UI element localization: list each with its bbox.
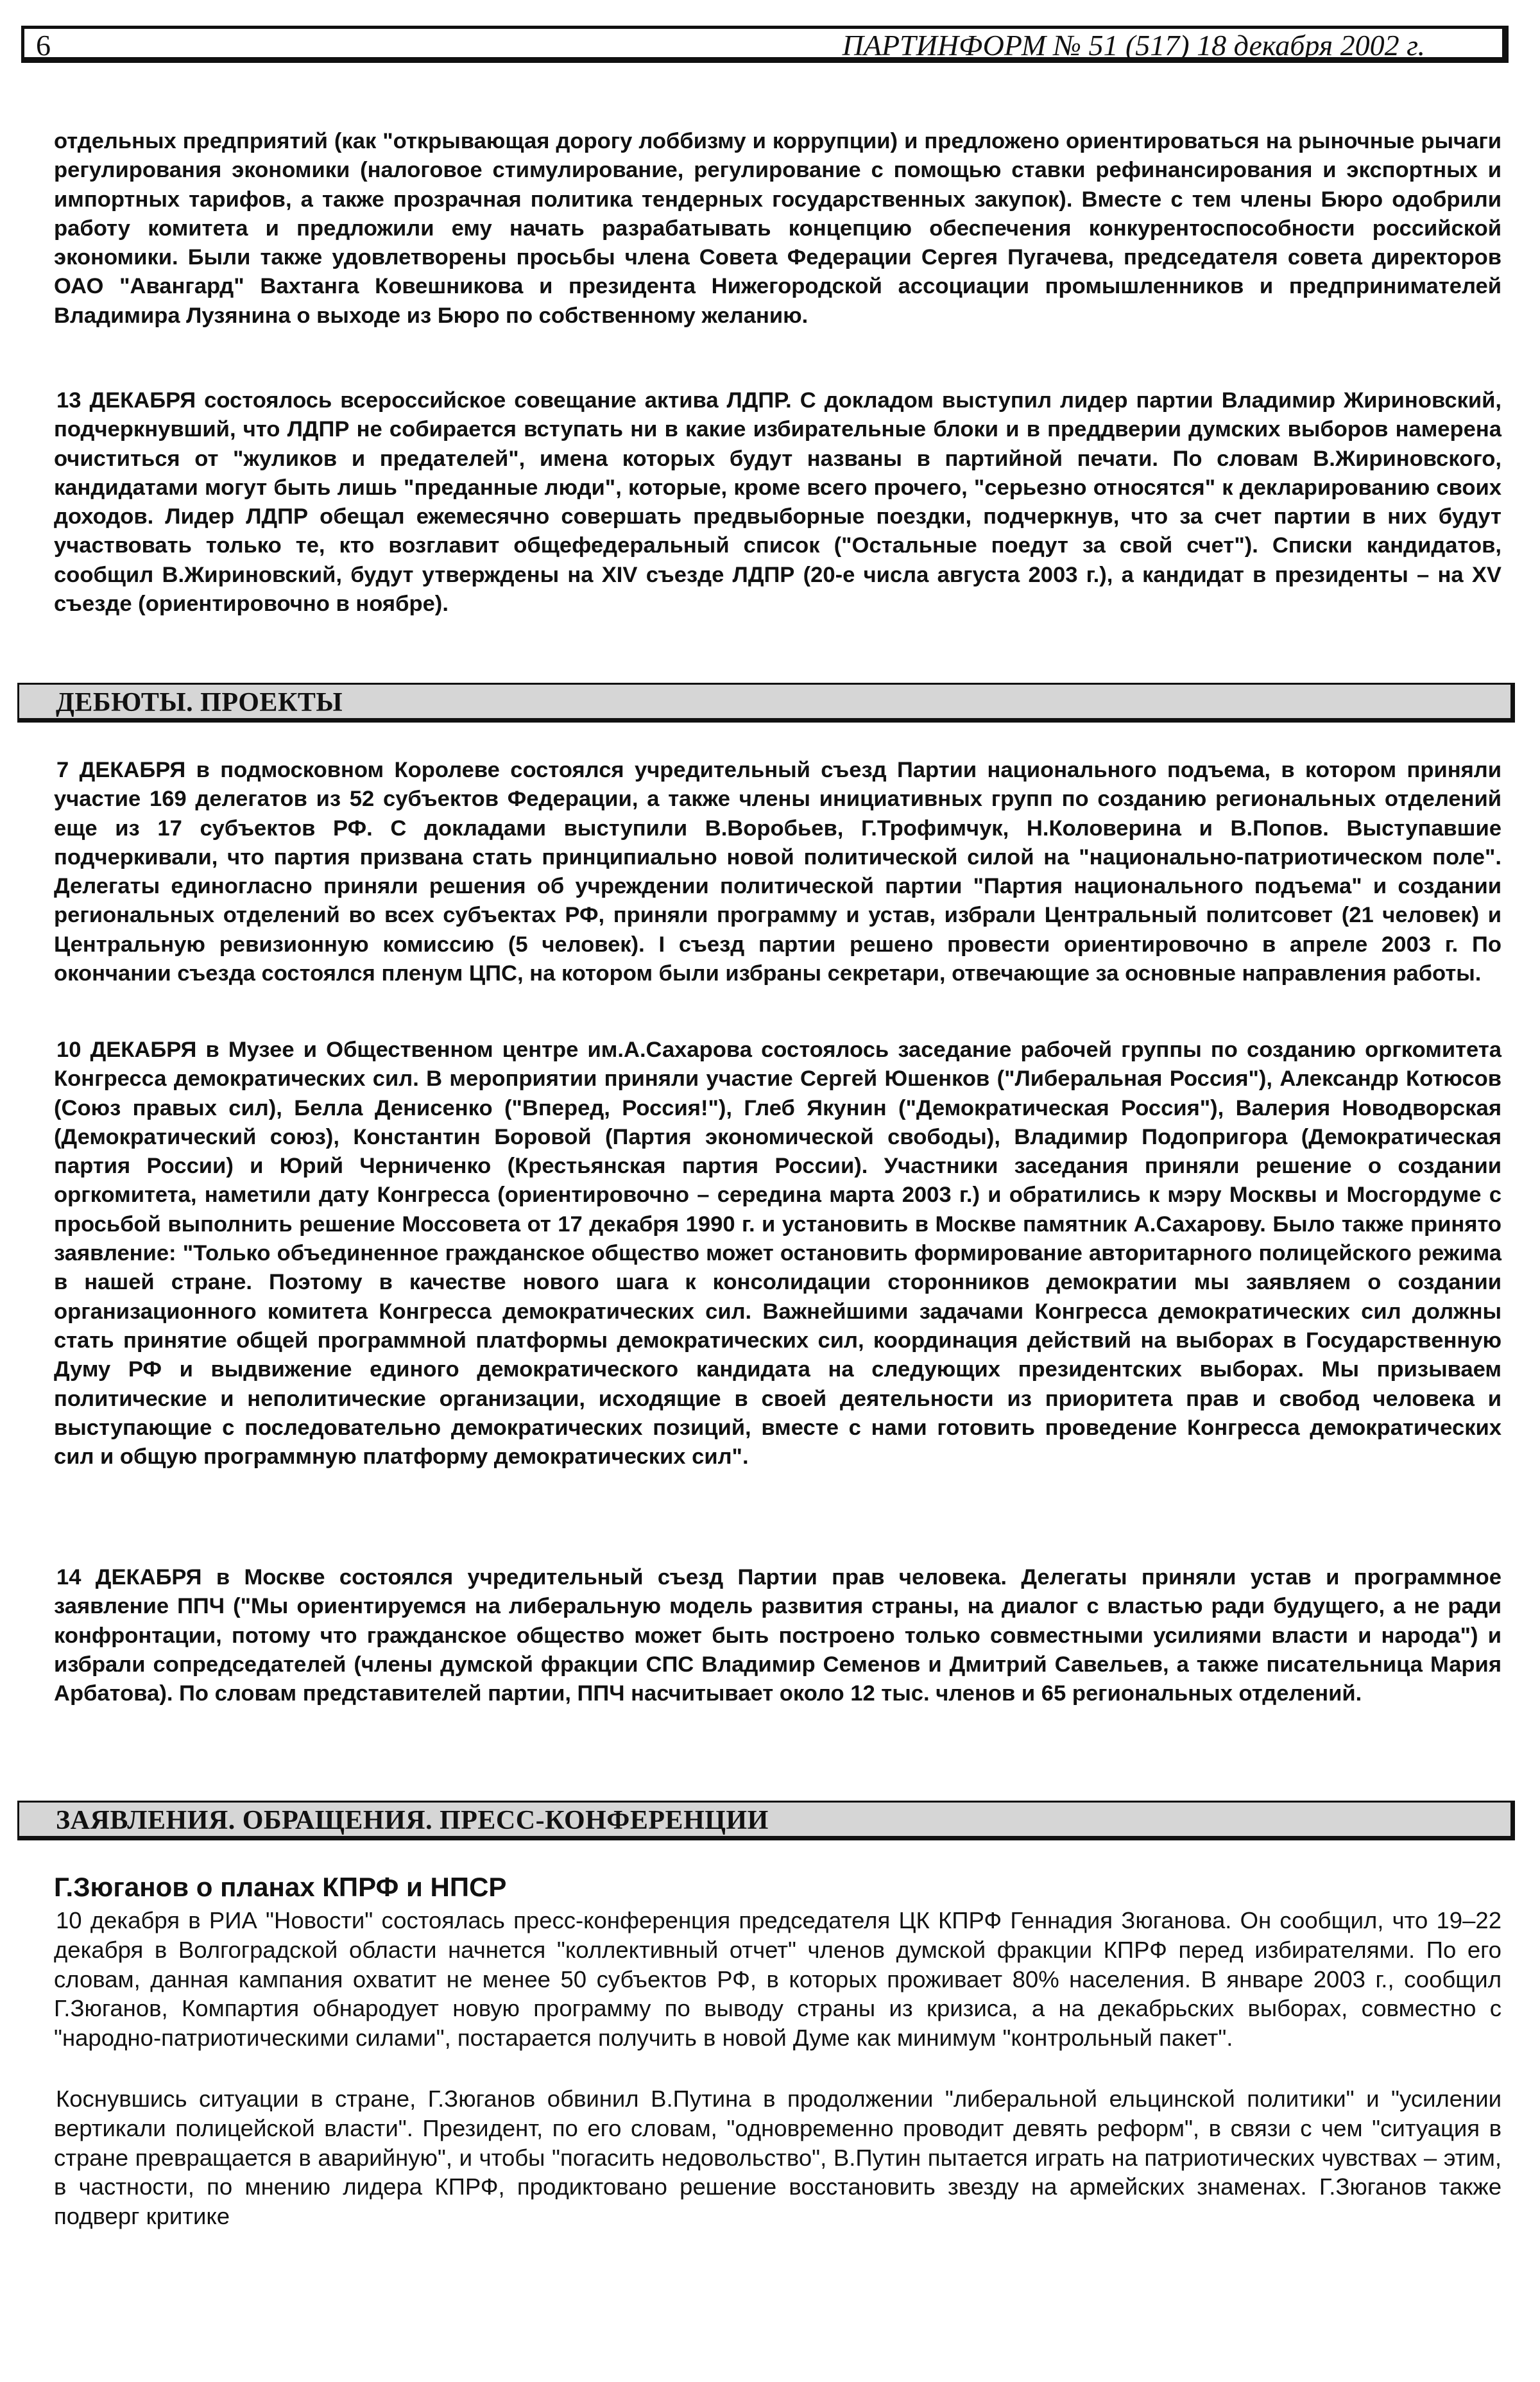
publication-title: ПАРТИНФОРМ № 51 (517) 18 декабря 2002 г.	[842, 29, 1425, 62]
section-header-debuts	[17, 683, 1515, 723]
page-number: 6	[36, 29, 51, 62]
section-title: ЗАЯВЛЕНИЯ. ОБРАЩЕНИЯ. ПРЕСС-КОНФЕРЕНЦИИ	[56, 1806, 769, 1835]
section-header-statements	[17, 1801, 1515, 1840]
paragraph-zyuganov-situation: Коснувшись ситуации в стране, Г.Зюганов обвинил В.Путина в продолжении "либеральной ельцинской политики" и "усилении вертикали полицейской власти". Президент, по его словам, "одновременно проводит девять реформ", в связи с чем "ситуация в стране превращается в аварийную", и чтобы "погасить недовольство", В.Путин пытается играть на патриотических чувствах – этим, в частности, по мнению лидера КПРФ, продиктовано решение восстановить звезду на армейских знаменах. Г.Зюганов также подверг критике	[54, 2086, 1502, 2230]
paragraph-democratic-forces-congress: 10 ДЕКАБРЯ в Музее и Общественном центре им.А.Сахарова состоялось заседание рабочей группы по созданию оргкомитета Конгресса демократических сил. В мероприятии приняли участие Сергей Юшенков ("Либеральная Россия"), Александр Котюсов (Союз правых сил), Белла Денисенко ("Вперед, Россия!"), Глеб Якунин ("Демократическая Россия"), Валерия Новодворская (Демократический союз), Константин Боровой (Партия экономической свободы), Владимир Подопригора (Демократическая партия России) и Юрий Черниченко (Крестьянская партия России). Участники заседания приняли решение о создании оргкомитета, наметили дату Конгресса (ориентировочно – середина марта 2003 г.) и обратились к мэру Москвы и Мосгордуме с просьбой выполнить решение Моссовета от 17 декабря 1990 г. и установить в Москве памятник А.Сахарову. Было также принято заявление: "Только объединенное гражданское общество может остановить формирование авторитарного полицейского режима в нашей стране. Поэтому в качестве нового шага к консолидации сторонников демократии мы заявляем о создании организационного комитета Конгресса демократических сил. Важнейшими задачами Конгресса демократических сил должны стать принятие общей программной платформы демократических сил, координация действий на выборах в Государственную Думу РФ и выдвижение единого демократического кандидата на следующих президентских выборах. Мы призываем политические и неполитические организации, исходящие в своей деятельности из приоритета прав и свобод человека и выступающие с последовательно демократических позиций, вместе с нами готовить проведение Конгресса демократических сил и общую программную платформу демократических сил".	[54, 1038, 1502, 1469]
article-title: Г.Зюганов о планах КПРФ и НПСР	[54, 1872, 507, 1902]
paragraph-human-rights-party: 14 ДЕКАБРЯ в Москве состоялся учредительный съезд Партии прав человека. Делегаты приняли устав и программное заявление ППЧ ("Мы ориентируемся на либеральную модель развития страны, на диалог с властью ради будущего, а не ради конфронтации, потому что гражданское общество может быть построено только совместными усилиями власти и народа") и избрали сопредседателей (члены думской фракции СПС Владимир Семенов и Дмитрий Савельев, а также писательница Мария Арбатова). По словам представителей партии, ППЧ насчитывает около 12 тыс. членов и 65 региональных отделений.	[54, 1565, 1502, 1706]
paragraph-zyuganov-press: 10 декабря в РИА "Новости" состоялась пресс-конференция председателя ЦК КПРФ Геннадия Зюганова. Он сообщил, что 19–22 декабря в Волгоградской области начнется "коллективный отчет" членов думской фракции КПРФ перед избирателями. По его словам, данная кампания охватит не менее 50 субъектов РФ, в которых проживает 80% населения. В январе 2003 г., сообщил Г.Зюганов, Компартия обнародует новую программу по выводу страны из кризиса, а на декабрьских выборах, совместно с "народно-патриотическими силами", постарается получить в новой Думе как минимум "контрольный пакет".	[54, 1907, 1502, 2052]
page-header	[21, 26, 1509, 63]
paragraph-national-revival-party: 7 ДЕКАБРЯ в подмосковном Королеве состоялся учредительный съезд Партии национального подъема, в котором приняли участие 169 делегатов из 52 субъектов Федерации, а также члены инициативных групп по созданию региональных отделений еще из 17 субъектов РФ. С докладами выступили В.Воробьев, Г.Трофимчук, Н.Коловерина и В.Попов. Выступавшие подчеркивали, что партия призвана стать принципиально новой политической силой на "национально-патриотическом поле". Делегаты единогласно приняли решения об учреждении политической партии "Партия национального подъема" и создании региональных отделений во всех субъектах РФ, приняли программу и устав, избрали Центральный политсовет (21 человек) и Центральную ревизионную комиссию (5 человек). I съезд партии решено провести ориентировочно в апреле 2003 г. По окончании съезда состоялся пленум ЦПС, на котором были избраны секретари, отвечающие за основные направления работы.	[54, 758, 1502, 986]
paragraph-ldpr-meeting: 13 ДЕКАБРЯ состоялось всероссийское совещание актива ЛДПР. С докладом выступил лидер партии Владимир Жириновский, подчеркнувший, что ЛДПР не собирается вступать ни в какие избирательные блоки и в преддверии думских выборов намерена очиститься от "жуликов и предателей", имена которых будут названы в партийной печати. По словам В.Жириновского, кандидатами могут быть лишь "преданные люди", которые, кроме всего прочего, "серьезно относятся" к декларированию своих доходов. Лидер ЛДПР обещал ежемесячно совершать предвыборные поездки, подчеркнув, что за счет партии в них будут участвовать только те, кто возглавит общефедеральный список ("Остальные поедут за свой счет"). Списки кандидатов, сообщил В.Жириновский, будут утверждены на XIV съезде ЛДПР (20-е числа августа 2003 г.), а кандидат в президенты – на XV съезде (ориентировочно в ноябре).	[54, 388, 1502, 617]
section-title: ДЕБЮТЫ. ПРОЕКТЫ	[56, 688, 343, 717]
paragraph-business-bureau: отдельных предприятий (как "открывающая дорогу лоббизму и коррупции) и предложено ориентироваться на рыночные рычаги регулирования экономики (налоговое стимулирование, регулирование с помощью ставки рефинансирования и экспортных и импортных тарифов, а также прозрачная политика тендерных государственных закупок). Вместе с тем члены Бюро одобрили работу комитета и предложили ему начать разрабатывать концепцию обеспечения конкурентоспособности российской экономики. Были также удовлетворены просьбы члена Совета Федерации Сергея Пугачева, председателя совета директоров ОАО "Авангард" Вахтанга Ковешникова и президента Нижегородской ассоциации промышленников и предпринимателей Владимира Лузянина о выходе из Бюро по собственному желанию.	[54, 129, 1502, 328]
